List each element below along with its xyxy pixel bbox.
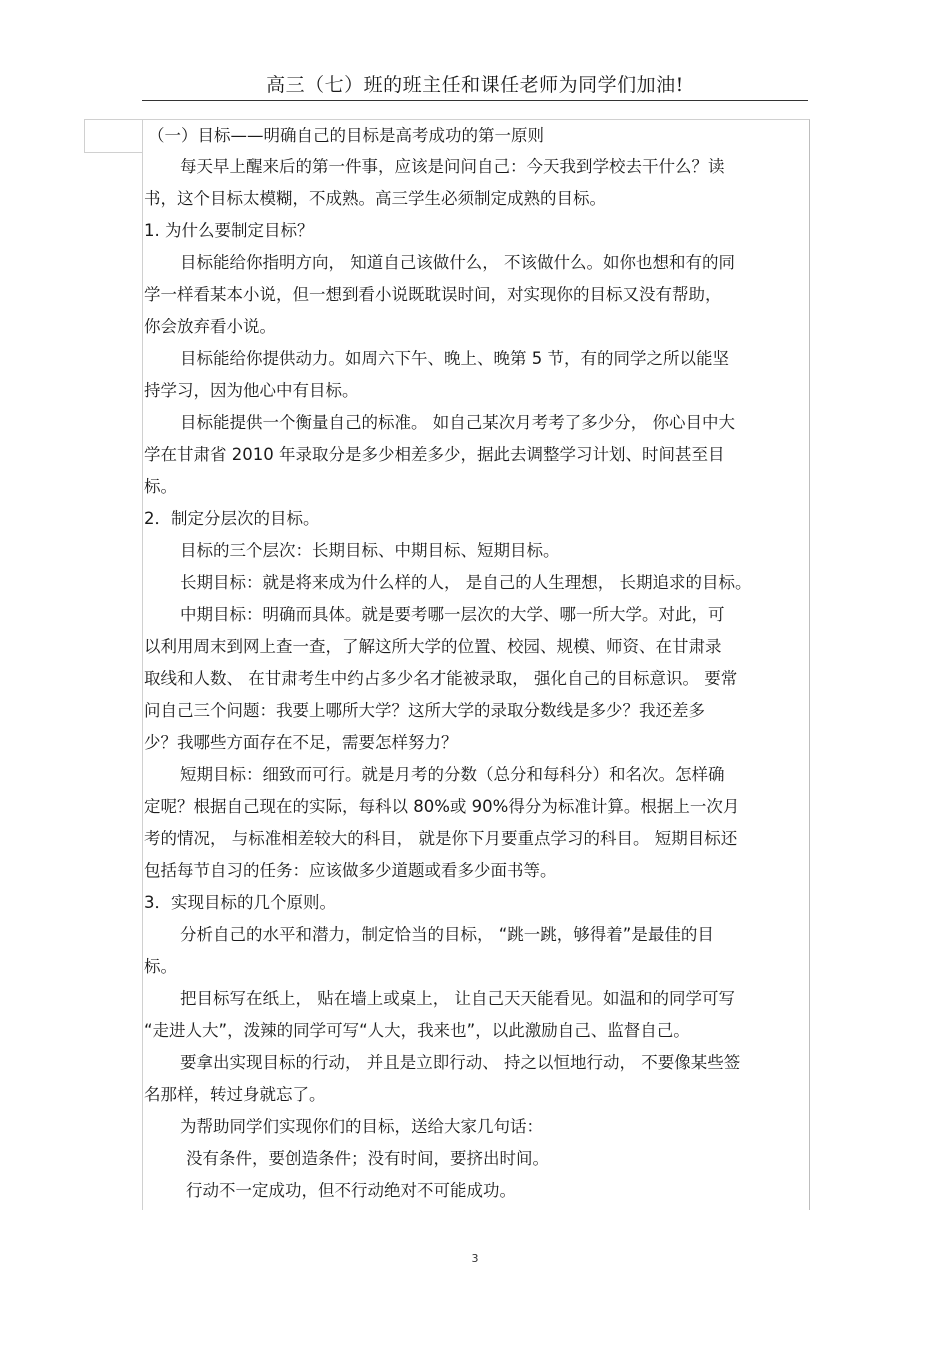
paragraph-line: 分析自己的水平和潜力，制定恰当的目标， “跳一跳，够得着”是最佳的目 [180,925,714,944]
paragraph-line: 目标能给你提供动力。如周六下午、晚上、晚第 5 节，有的同学之所以能坚 [180,349,729,368]
paragraph-line: 包括每节自习的任务：应该做多少道题或看多少面书等。 [144,861,557,880]
margin-box [84,119,143,153]
quote-line: 没有条件，要创造条件；没有时间，要挤出时间。 [186,1149,549,1168]
paragraph-line: 要拿出实现目标的行动， 并且是立即行动、 持之以恒地行动， 不要像某些签 [180,1053,741,1072]
content-frame [142,119,810,1210]
paragraph-line: 少？我哪些方面存在不足，需要怎样努力？ [144,733,458,752]
paragraph-line: 目标能提供一个衡量自己的标准。 如自己某次月考考了多少分， 你心目中大 [180,413,735,432]
paragraph-line: 取线和人数、 在甘肃考生中约占多少名才能被录取， 强化自己的目标意识。 要常 [144,669,738,688]
paragraph-line: 问自己三个问题：我要上哪所大学？这所大学的录取分数线是多少？我还差多 [144,701,705,720]
paragraph-line: 名那样，转过身就忘了。 [144,1085,326,1104]
paragraph-line: 目标的三个层次：长期目标、中期目标、短期目标。 [180,541,560,560]
paragraph-line: 目标能给你指明方向， 知道自己该做什么， 不该做什么。如你也想和有的同 [180,253,735,272]
paragraph-line: 每天早上醒来后的第一件事，应该是问问自己：今天我到学校去干什么？读 [180,157,725,176]
paragraph-line: 短期目标：细致而可行。就是月考的分数（总分和每科分）和名次。怎样确 [180,765,725,784]
paragraph-line: 中期目标：明确而具体。就是要考哪一层次的大学、哪一所大学。对此，可 [180,605,725,624]
paragraph-line: 学一样看某本小说，但一想到看小说既耽误时间，对实现你的目标又没有帮助， [144,285,722,304]
paragraph-line: 标。 [144,957,177,976]
paragraph-line: “走进人大”，泼辣的同学可写“人大，我来也”，以此激励自己、监督自己。 [144,1021,690,1040]
numbered-heading: 2．制定分层次的目标。 [144,509,320,528]
paragraph-line: 持学习，因为他心中有目标。 [144,381,359,400]
page-title: 高三（七）班的班主任和课任老师为同学们加油! [266,74,684,96]
header-divider [142,100,808,101]
paragraph-line: 标。 [144,477,177,496]
paragraph-line: 以利用周末到网上查一查，了解这所大学的位置、校园、规模、师资、在甘肃录 [144,637,722,656]
paragraph-line: 考的情况， 与标准相差较大的科目， 就是你下月要重点学习的科目。 短期目标还 [144,829,738,848]
quote-line: 行动不一定成功，但不行动绝对不可能成功。 [186,1181,516,1200]
paragraph-line: 定呢？根据自己现在的实际，每科以 80%或 90%得分为标准计算。根据上一次月 [144,797,740,816]
paragraph-line: 长期目标：就是将来成为什么样的人， 是自己的人生理想， 长期追求的目标。 [180,573,752,592]
numbered-heading: 3．实现目标的几个原则。 [144,893,336,912]
paragraph-line: 把目标写在纸上， 贴在墙上或桌上， 让自己天天能看见。如温和的同学可写 [180,989,735,1008]
paragraph-line: 你会放弃看小说。 [144,317,276,336]
numbered-heading: 1. 为什么要制定目标？ [144,221,314,240]
section-heading: （一）目标——明确自己的目标是高考成功的第一原则 [148,126,544,145]
page-number: 3 [471,1252,479,1265]
paragraph-line: 书，这个目标太模糊，不成熟。高三学生必须制定成熟的目标。 [144,189,606,208]
paragraph-line: 为帮助同学们实现你们的目标，送给大家几句话： [180,1117,543,1136]
paragraph-line: 学在甘肃省 2010 年录取分是多少相差多少，据此去调整学习计划、时间甚至目 [144,445,725,464]
